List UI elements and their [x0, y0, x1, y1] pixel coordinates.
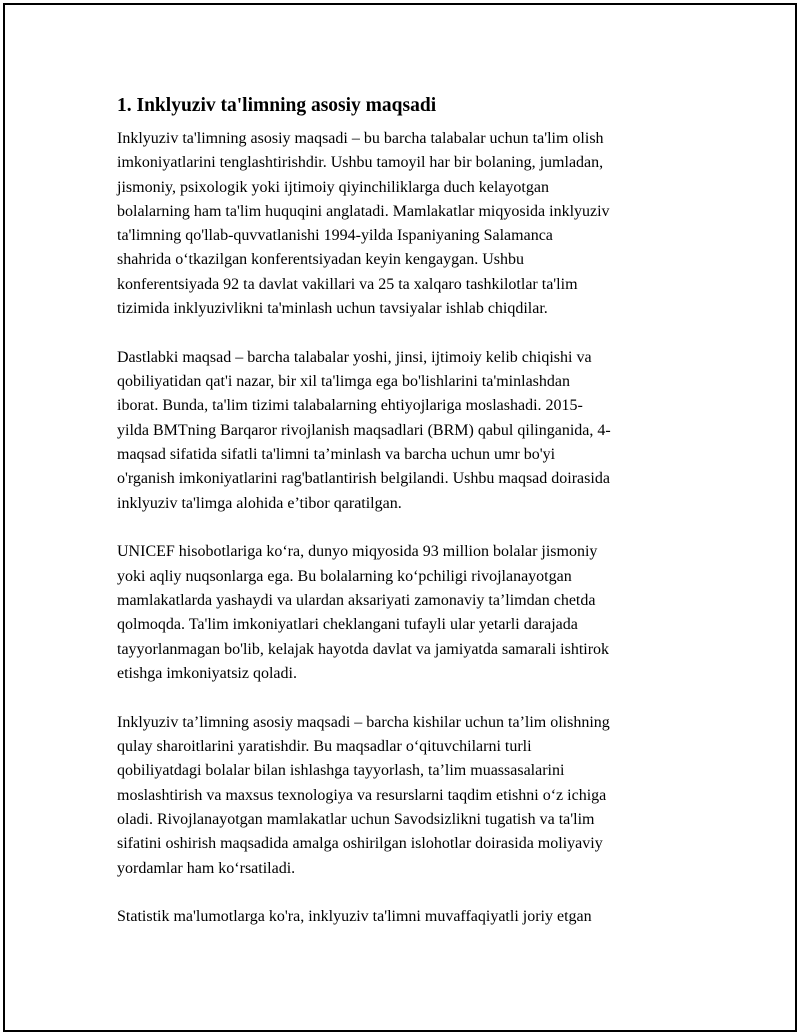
text-line: Inklyuziv ta’limning asosiy maqsadi – barcha kishilar uchun ta’lim olishning — [117, 713, 610, 731]
text-line: maqsad sifatida sifatli ta'limni ta’minlash va barcha uchun umr bo'yi — [117, 446, 556, 464]
text-line: tizimida inklyuzivlikni ta'minlash uchun tavsiyalar ishlab chiqdilar. — [117, 300, 548, 318]
text-line: oladi. Rivojlanayotgan mamlakatlar uchun Savodsizlikni tugatish va ta'lim — [117, 810, 595, 828]
text-line: imkoniyatlarini tenglashtirishdir. Ushbu tamoyil har bir bolaning, jumladan, — [117, 154, 604, 172]
text-line: qobiliyatdagi bolalar bilan ishlashga tayyorlash, ta’lim muassasalarini — [117, 762, 565, 780]
document-body — [117, 92, 689, 954]
paragraph-2 — [117, 346, 689, 516]
text-line: moslashtirish va maxsus texnologiya va resurslarni taqdim etishni o‘z ichiga — [117, 786, 607, 804]
text-line: mamlakatlarda yashaydi va ulardan aksariyati zamonaviy ta’limdan chetda — [117, 592, 596, 610]
paragraph-5 — [117, 905, 689, 929]
section-heading: 1. Inklyuziv ta'limning asosiy maqsadi — [117, 95, 437, 116]
text-line: konferentsiyada 92 ta davlat vakillari va 25 ta xalqaro tashkilotlar ta'lim — [117, 275, 578, 293]
paragraph-4 — [117, 711, 689, 881]
text-line: ta'limning qo'llab-quvvatlanishi 1994-yilda Ispaniyaning Salamanca — [117, 227, 553, 245]
text-line: Inklyuziv ta'limning asosiy maqsadi – bu barcha talabalar uchun ta'lim olish — [117, 130, 604, 147]
text-line: Dastlabki maqsad – barcha talabalar yoshi, jinsi, ijtimoiy kelib chiqishi va — [117, 348, 592, 366]
text-line: yilda BMTning Barqaror rivojlanish maqsadlari (BRM) qabul qilinganida, 4- — [117, 421, 611, 439]
text-line: shahrida o‘tkazilgan konferentsiyadan keyin kengaygan. Ushbu — [117, 251, 524, 269]
text-line: etishga imkoniyatsiz qoladi. — [117, 664, 297, 682]
text-line: inklyuziv ta'limga alohida e’tibor qaratilgan. — [117, 494, 402, 512]
text-line: yordamlar ham ko‘rsatiladi. — [117, 859, 296, 877]
text-line: qulay sharoitlarini yaratishdir. Bu maqsadlar o‘qituvchilarni turli — [117, 738, 532, 756]
text-line: UNICEF hisobotlariga ko‘ra, dunyo miqyosida 93 million bolalar jismoniy — [117, 543, 598, 561]
text-line: Statistik ma'lumotlarga ko'ra, inklyuziv ta'limni muvaffaqiyatli joriy etgan — [117, 908, 592, 926]
paragraph-1 — [117, 127, 689, 321]
text-line: bolalarning ham ta'lim huquqini anglatadi. Mamlakatlar miqyosida inklyuziv — [117, 202, 610, 220]
text-line: o'rganish imkoniyatlarini rag'batlantirish belgilandi. Ushbu maqsad doirasida — [117, 470, 610, 488]
text-line: iborat. Bunda, ta'lim tizimi talabalarning ehtiyojlariga moslashadi. 2015- — [117, 397, 583, 415]
text-line: yoki aqliy nuqsonlarga ega. Bu bolalarning ko‘pchiligi rivojlanayotgan — [117, 567, 572, 585]
text-line: tayyorlanmagan bo'lib, kelajak hayotda davlat va jamiyatda samarali ishtirok — [117, 640, 610, 658]
text-line: qolmoqda. Ta'lim imkoniyatlari cheklangani tufayli ular yetarli darajada — [117, 616, 578, 634]
text-line: sifatini oshirish maqsadida amalga oshirilgan islohotlar doirasida moliyaviy — [117, 835, 603, 853]
text-line: jismoniy, psixologik yoki ijtimoiy qiyinchiliklarga duch kelayotgan — [117, 178, 549, 196]
text-line: qobiliyatidan qat'i nazar, bir xil ta'limga ega bo'lishlarini ta'minlashdan — [117, 373, 570, 391]
paragraph-3 — [117, 540, 689, 686]
